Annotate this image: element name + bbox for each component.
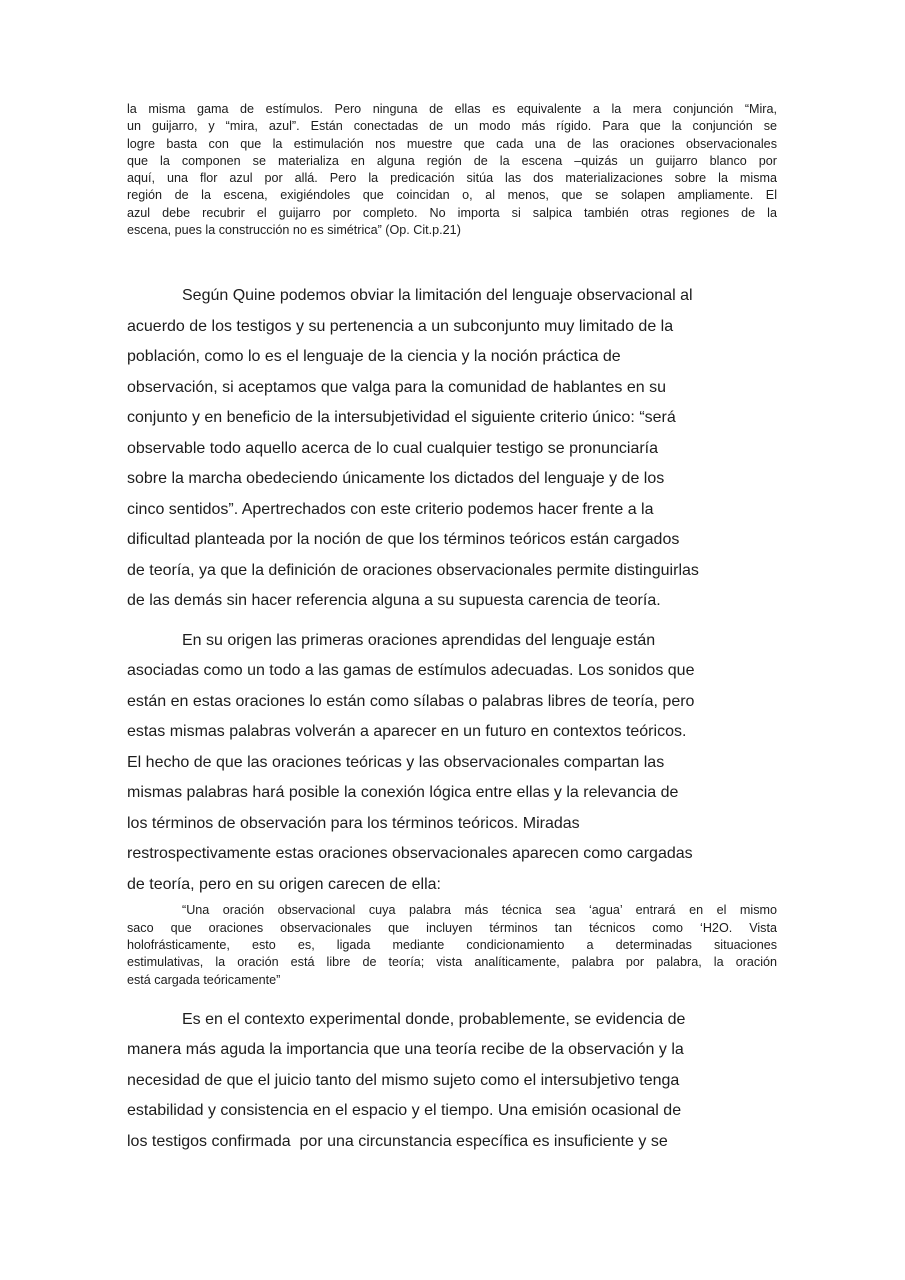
paragraph-quine-criterion — [127, 281, 777, 617]
text-line: acuerdo de los testigos y su pertenencia a un subconjunto muy limitado de la — [127, 317, 674, 335]
quote-block-top — [127, 101, 777, 239]
text-line: están en estas oraciones lo están como sílabas o palabras libres de teoría, pero — [127, 692, 695, 710]
text-line: estas mismas palabras volverán a aparecer en un futuro en contextos teóricos. — [127, 723, 687, 741]
text-line: un guijarro, y “mira, azul”. Están conectadas de un modo más rígido. Para que la conjunción se — [127, 119, 777, 134]
text-line: la misma gama de estímulos. Pero ninguna de ellas es equivalente a la mera conjunción “Mira, — [127, 102, 777, 116]
text-line: de teoría, pero en su origen carecen de ella: — [127, 875, 441, 893]
text-line: En su origen las primeras oraciones aprendidas del lenguaje están — [182, 631, 656, 649]
text-line: cinco sentidos”. Apertrechados con este criterio podemos hacer frente a la — [127, 500, 654, 518]
text-line: “Una oración observacional cuya palabra más técnica sea ‘agua’ entrará en el mismo — [182, 903, 777, 918]
text-line: que la componen se materializa en alguna región de la escena –quizás un guijarro blanco por — [127, 153, 777, 168]
text-line: región de la escena, exigiéndoles que coincidan o, al menos, que se solapen ampliamente. El — [127, 188, 777, 203]
text-line: saco que oraciones observacionales que incluyen términos tan técnicos como ‘H2O. Vista — [127, 920, 777, 935]
text-line: Según Quine podemos obviar la limitación del lenguaje observacional al — [182, 287, 693, 305]
text-line: los términos de observación para los términos teóricos. Miradas — [127, 814, 580, 832]
text-line: está cargada teóricamente” — [127, 972, 281, 987]
text-line: holofrásticamente, esto es, ligada mediante condicionamiento a determinadas situaciones — [127, 937, 777, 952]
text-line: aquí, una flor azul por allá. Pero la predicación sitúa las dos materializaciones sobre la misma — [127, 171, 777, 186]
text-line: mismas palabras hará posible la conexión lógica entre ellas y la relevancia de — [127, 784, 679, 802]
text-line: estimulativas, la oración está libre de teoría; vista analíticamente, palabra por palabra, la oración — [127, 955, 777, 970]
text-line: de las demás sin hacer referencia alguna a su supuesta carencia de teoría. — [127, 592, 661, 610]
text-line: Es en el contexto experimental donde, probablemente, se evidencia de — [182, 1010, 686, 1028]
text-line: observación, si aceptamos que valga para la comunidad de hablantes en su — [127, 378, 667, 396]
text-line: logre basta con que la estimulación nos muestre que cada una de las oraciones observacionales — [127, 136, 777, 151]
text-line: El hecho de que las oraciones teóricas y las observacionales compartan las — [127, 753, 665, 771]
text-line: escena, pues la construcción no es simétrica” (Op. Cit.p.21) — [127, 223, 461, 238]
text-line: sobre la marcha obedeciendo únicamente los dictados del lenguaje y de los — [127, 470, 665, 488]
paragraph-origin-sentences — [127, 626, 777, 901]
text-line: los testigos confirmada por una circunstancia específica es insuficiente y se — [127, 1132, 668, 1150]
page-content — [127, 101, 777, 1157]
text-line: de teoría, ya que la definición de oraciones observacionales permite distinguirlas — [127, 561, 699, 579]
text-line: dificultad planteada por la noción de que los términos teóricos están cargados — [127, 531, 680, 549]
text-line: estabilidad y consistencia en el espacio y el tiempo. Una emisión ocasional de — [127, 1102, 682, 1120]
text-line: asociadas como un todo a las gamas de estímulos adecuadas. Los sonidos que — [127, 662, 695, 680]
text-line: población, como lo es el lenguaje de la ciencia y la noción práctica de — [127, 348, 621, 366]
text-line: manera más aguda la importancia que una teoría recibe de la observación y la — [127, 1041, 684, 1059]
text-line: conjunto y en beneficio de la intersubjetividad el siguiente criterio único: “será — [127, 409, 676, 427]
text-line: azul debe recubrir el guijarro por completo. No importa si salpica también otras regiones de la — [127, 205, 777, 220]
text-line: necesidad de que el juicio tanto del mismo sujeto como el intersubjetivo tenga — [127, 1071, 680, 1089]
text-line: restrospectivamente estas oraciones observacionales aparecen como cargadas — [127, 845, 693, 863]
text-line: observable todo aquello acerca de lo cual cualquier testigo se pronunciaría — [127, 439, 659, 457]
paragraph-experimental-context — [127, 1005, 777, 1158]
quote-block-inner — [127, 902, 777, 988]
